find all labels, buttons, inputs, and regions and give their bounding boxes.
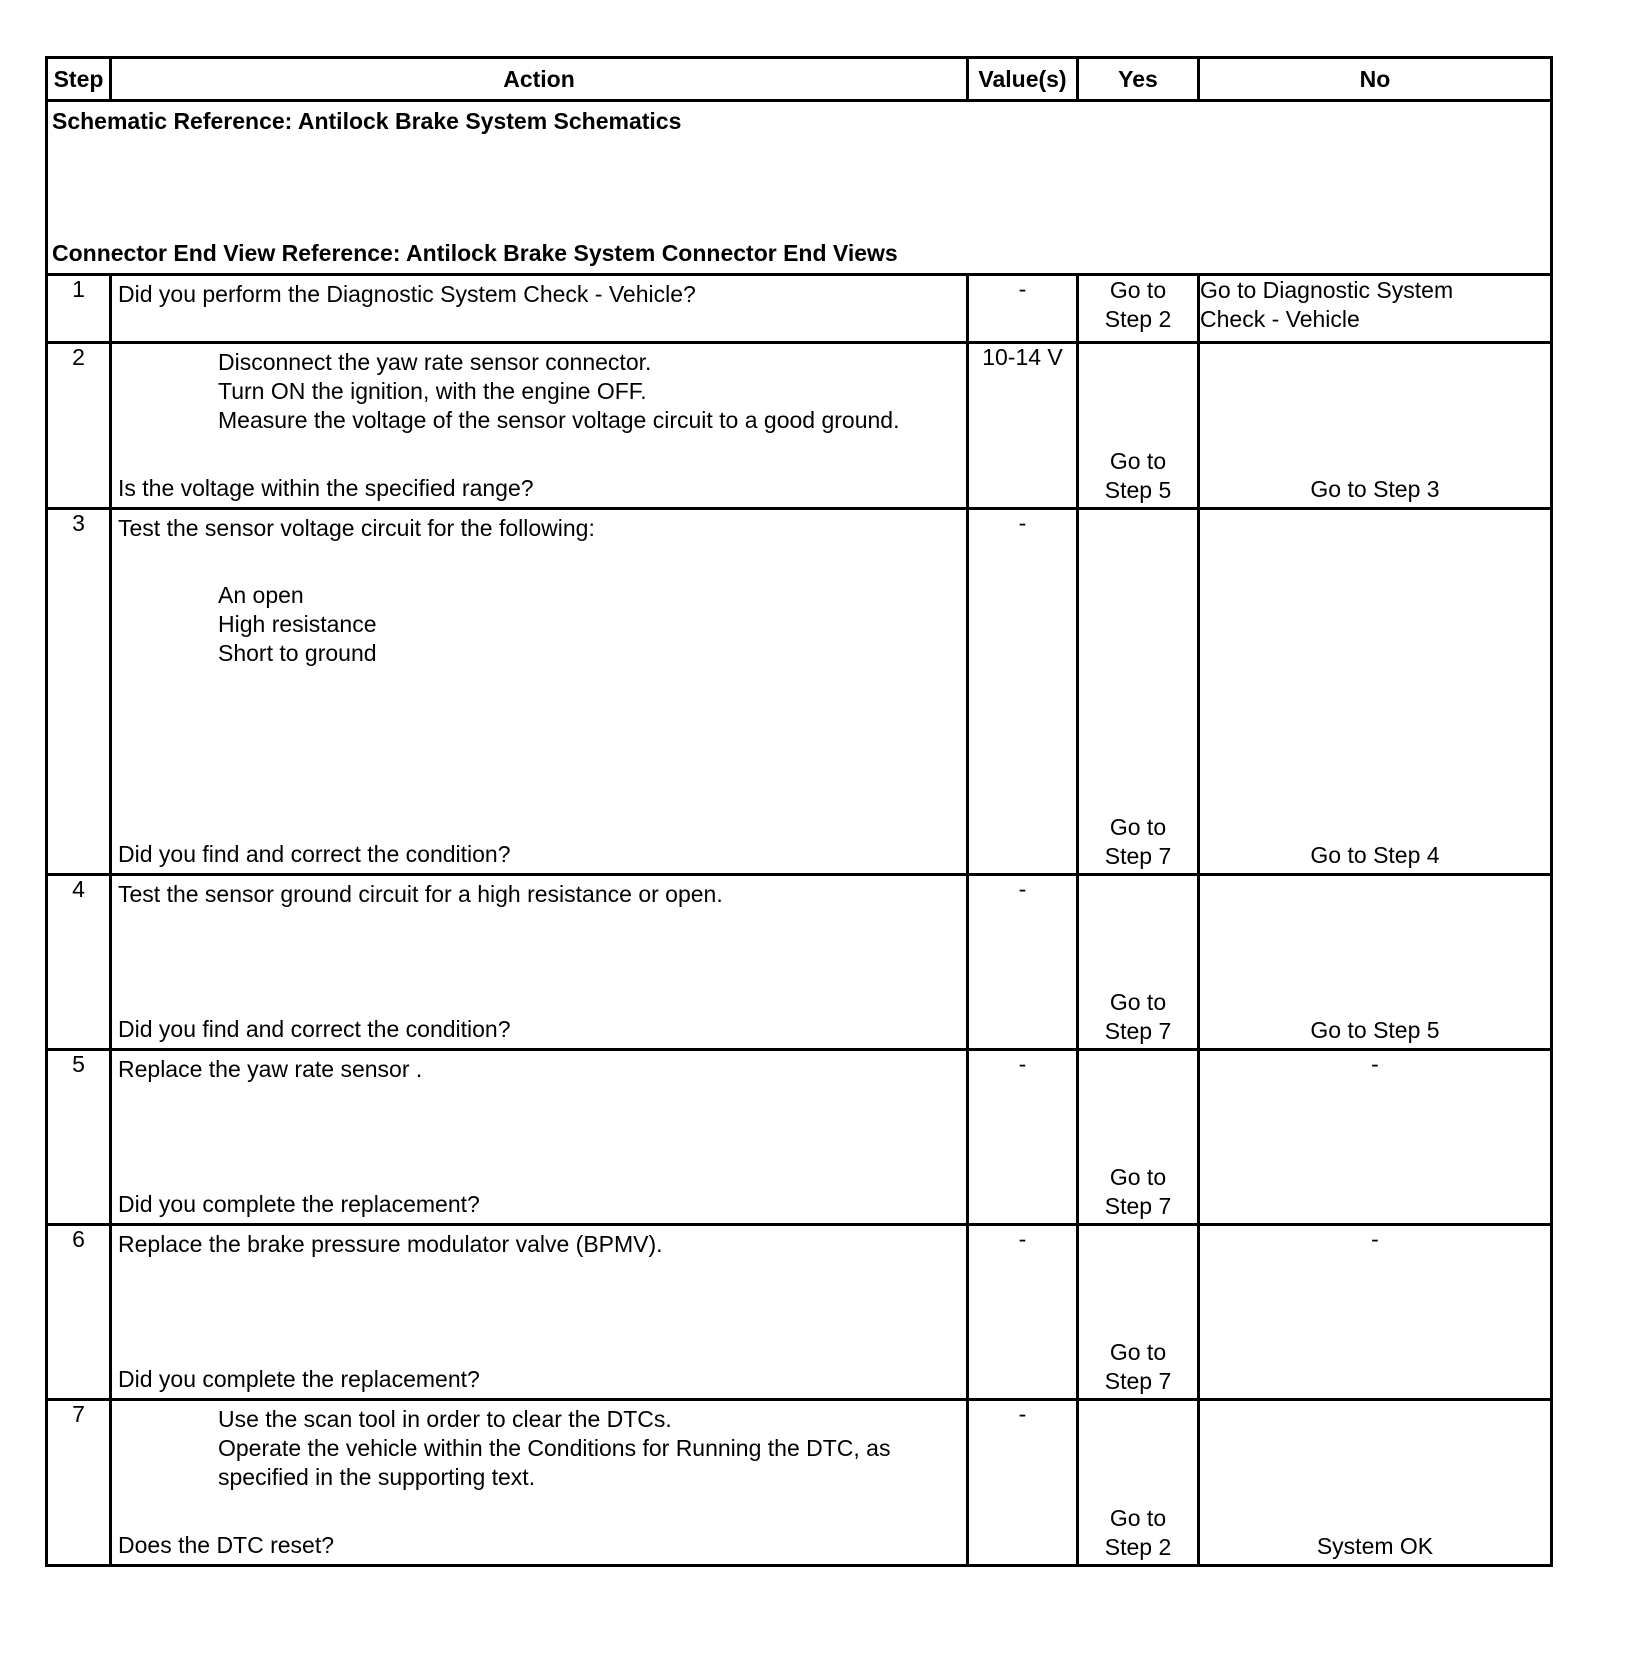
action-item: Disconnect the yaw rate sensor connector.	[218, 349, 652, 375]
action-text: Did you perform the Diagnostic System Check - Vehicle?	[118, 281, 696, 307]
table-row	[47, 1050, 1552, 1225]
yes-goto-line2: Step 5	[1104, 477, 1172, 503]
header-step: Step	[47, 58, 111, 101]
reference-cell	[47, 101, 1552, 275]
action-cell	[111, 275, 968, 343]
table-row	[47, 275, 1552, 343]
no-cell	[1199, 875, 1552, 1050]
no-cell	[1199, 1400, 1552, 1566]
yes-goto-line2: Step 7	[1104, 843, 1172, 869]
header-no: No	[1199, 58, 1552, 101]
action-item: specified in the supporting text.	[218, 1464, 536, 1490]
action-list	[118, 348, 962, 435]
no-text: Go to Step 3	[1310, 476, 1440, 502]
value-cell: -	[968, 275, 1078, 343]
table-row	[47, 509, 1552, 875]
yes-cell	[1078, 875, 1199, 1050]
no-text: System OK	[1316, 1533, 1434, 1559]
action-question: Is the voltage within the specified range?	[118, 475, 534, 501]
no-cell	[1199, 343, 1552, 509]
schematic-reference: Schematic Reference: Antilock Brake System Schematics	[52, 108, 682, 134]
yes-goto-line2: Step 7	[1104, 1193, 1172, 1219]
yes-goto-line1: Go to	[1109, 1505, 1167, 1531]
action-item: An open	[218, 582, 304, 608]
step-number: 7	[47, 1400, 111, 1566]
header-row	[47, 58, 1552, 101]
action-cell	[111, 875, 968, 1050]
table-row	[47, 875, 1552, 1050]
no-cell: -	[1199, 1225, 1552, 1400]
reference-row	[47, 101, 1552, 275]
header-values: Value(s)	[968, 58, 1078, 101]
header-yes: Yes	[1078, 58, 1199, 101]
no-cell: -	[1199, 1050, 1552, 1225]
action-item: Use the scan tool in order to clear the DTCs.	[218, 1406, 672, 1432]
yes-goto-line1: Go to	[1109, 1164, 1167, 1190]
yes-cell	[1078, 1400, 1199, 1566]
action-item: Short to ground	[218, 640, 377, 666]
value-cell: 10-14 V	[968, 343, 1078, 509]
no-text: Go to Step 4	[1310, 842, 1440, 868]
step-number: 5	[47, 1050, 111, 1225]
yes-goto-line1: Go to	[1109, 1339, 1167, 1365]
no-text: Go to Step 5	[1310, 1017, 1440, 1043]
action-list	[118, 1405, 962, 1492]
yes-cell	[1078, 1225, 1199, 1400]
action-cell	[111, 343, 968, 509]
action-text: Test the sensor ground circuit for a high resistance or open.	[118, 881, 723, 907]
yes-cell	[1078, 275, 1199, 343]
value-cell: -	[968, 875, 1078, 1050]
no-line2: Check - Vehicle	[1200, 306, 1360, 332]
connector-reference: Connector End View Reference: Antilock Brake System Connector End Views	[52, 240, 898, 266]
action-item: Turn ON the ignition, with the engine OFF.	[218, 378, 647, 404]
table-row	[47, 1400, 1552, 1566]
yes-goto-line1: Go to	[1109, 989, 1167, 1015]
header-action: Action	[111, 58, 968, 101]
action-list	[118, 581, 962, 668]
step-number: 1	[47, 275, 111, 343]
yes-goto-line2: Step 7	[1104, 1368, 1172, 1394]
value-cell: -	[968, 1050, 1078, 1225]
yes-cell	[1078, 509, 1199, 875]
action-cell	[111, 509, 968, 875]
action-question: Did you complete the replacement?	[118, 1191, 480, 1217]
action-cell	[111, 1400, 968, 1566]
yes-cell	[1078, 343, 1199, 509]
action-item: Operate the vehicle within the Conditions for Running the DTC, as	[218, 1435, 891, 1461]
value-cell: -	[968, 509, 1078, 875]
action-question: Did you complete the replacement?	[118, 1366, 480, 1392]
table-row	[47, 343, 1552, 509]
step-number: 3	[47, 509, 111, 875]
action-text: Replace the brake pressure modulator valve (BPMV).	[118, 1231, 663, 1257]
no-line1: Go to Diagnostic System	[1200, 277, 1454, 303]
action-text: Replace the yaw rate sensor .	[118, 1056, 423, 1082]
step-number: 6	[47, 1225, 111, 1400]
action-item: Measure the voltage of the sensor voltage circuit to a good ground.	[218, 407, 900, 433]
action-question: Did you find and correct the condition?	[118, 841, 511, 867]
no-cell	[1199, 509, 1552, 875]
yes-goto-line1: Go to	[1109, 448, 1167, 474]
table-row	[47, 1225, 1552, 1400]
action-question: Did you find and correct the condition?	[118, 1016, 511, 1042]
action-cell	[111, 1050, 968, 1225]
yes-goto-line2: Step 2	[1104, 1534, 1172, 1560]
action-item: High resistance	[218, 611, 377, 637]
value-cell: -	[968, 1225, 1078, 1400]
action-question: Does the DTC reset?	[118, 1532, 335, 1558]
yes-goto-line1: Go to	[1109, 277, 1167, 303]
yes-goto-line1: Go to	[1109, 814, 1167, 840]
no-cell	[1199, 275, 1552, 343]
yes-goto-line2: Step 2	[1104, 306, 1172, 332]
value-cell: -	[968, 1400, 1078, 1566]
diagnostic-table	[45, 56, 1553, 1567]
step-number: 4	[47, 875, 111, 1050]
action-text: Test the sensor voltage circuit for the following:	[118, 515, 595, 541]
yes-cell	[1078, 1050, 1199, 1225]
action-cell	[111, 1225, 968, 1400]
step-number: 2	[47, 343, 111, 509]
yes-goto-line2: Step 7	[1104, 1018, 1172, 1044]
